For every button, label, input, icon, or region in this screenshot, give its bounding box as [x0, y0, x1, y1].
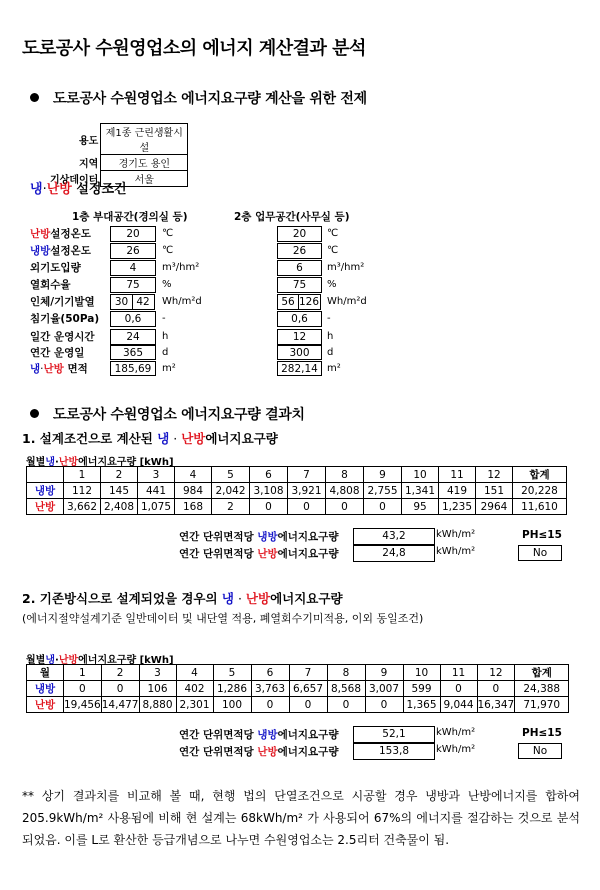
heat-word: 난방 — [181, 431, 206, 446]
month-value: 0 — [64, 681, 102, 697]
month-header: 3 — [138, 467, 175, 483]
month-value: 2 — [212, 499, 250, 515]
month-value: 1,365 — [403, 697, 440, 713]
separator: · — [40, 363, 44, 375]
cool-word: 냉 — [30, 182, 43, 197]
month-header: 11 — [439, 467, 476, 483]
month-value: 151 — [476, 483, 513, 499]
subsection2-title — [22, 589, 343, 607]
unit-floor1: m³/hm² — [162, 262, 200, 273]
month-header: 6 — [251, 665, 289, 681]
unit-floor2: h — [327, 331, 334, 342]
month-header: 12 — [477, 665, 515, 681]
month-header: 12 — [476, 467, 513, 483]
month-value: 168 — [175, 499, 212, 515]
cool-word: 냉 — [221, 591, 234, 606]
cool-demand-value: 52,1 — [353, 726, 435, 743]
month-value: 1,075 — [138, 499, 175, 515]
month-header: 7 — [289, 665, 327, 681]
row-total: 11,610 — [513, 499, 567, 515]
table-header-row — [27, 665, 569, 681]
caption-post: 에너지요구량 [kWh] — [78, 655, 174, 666]
label-text: 외기도입량 — [30, 262, 81, 274]
value-floor1: 20 — [110, 226, 156, 242]
label-colored: 난방 — [30, 228, 51, 240]
label-text: 에너지요구량 — [277, 548, 339, 560]
heat-demand-label — [179, 546, 338, 561]
month-value: 0 — [251, 697, 289, 713]
value-floor1: 0,6 — [110, 311, 156, 327]
heat-word: 난방 — [43, 363, 64, 375]
value-floor2: 0,6 — [277, 311, 322, 327]
value-floor1: 365 — [110, 345, 156, 360]
month-value: 3,763 — [251, 681, 289, 697]
unit-floor1: - — [162, 313, 166, 324]
unit-floor2: ℃ — [327, 228, 339, 239]
cool-demand-unit: kWh/m² — [436, 727, 476, 738]
param-label — [30, 243, 91, 259]
month-value: 0 — [326, 499, 364, 515]
col2-title: 2층 업무공간(사무실 등) — [234, 211, 350, 223]
label-text: 일간 운영시간 — [30, 331, 95, 343]
month-value: 2,755 — [364, 483, 402, 499]
info-label: 용도 — [78, 135, 99, 147]
cool-word: 냉 — [45, 655, 55, 666]
heat-demand-unit: kWh/m² — [436, 744, 476, 755]
month-value: 0 — [250, 499, 288, 515]
value-floor2: 12 — [277, 329, 322, 345]
month-value: 1,286 — [213, 681, 251, 697]
cool-word: 냉 — [157, 431, 170, 446]
label-text: 인체/기기발열 — [30, 296, 95, 308]
month-header: 9 — [364, 467, 402, 483]
month-value: 1,341 — [402, 483, 439, 499]
cool-demand-unit: kWh/m² — [436, 529, 476, 540]
section1-heading-text: 도로공사 수원영업소 에너지요구량 계산을 위한 전제 — [53, 91, 367, 107]
value-floor1: 185,69 — [110, 361, 156, 376]
month-value: 106 — [139, 681, 176, 697]
separator: · — [55, 457, 59, 468]
info-value: 서울 — [101, 171, 188, 187]
subsection2-note: (에너지절약설계기준 일반데이터 및 내단열 적용, 폐열회수기미적용, 이외 동일조건) — [22, 612, 424, 625]
month-header: 2 — [101, 665, 139, 681]
heat-word: 난방 — [46, 182, 72, 197]
unit-floor1: d — [162, 347, 169, 358]
heat-word: 난방 — [58, 457, 79, 468]
row-total: 20,228 — [513, 483, 567, 499]
month-value: 2,408 — [101, 499, 138, 515]
param-label — [30, 345, 84, 361]
month-value: 3,662 — [64, 499, 101, 515]
label-colored: 냉방 — [30, 245, 51, 257]
month-value: 3,108 — [250, 483, 288, 499]
label-colored: 난방 — [257, 548, 278, 560]
param-label — [30, 226, 91, 242]
value-floor2: 26 — [277, 243, 322, 259]
label-text: 연간 단위면적당 — [179, 729, 258, 741]
value-floor1: 26 — [110, 243, 156, 259]
label-colored: 냉방 — [257, 531, 278, 543]
month-value: 16,347 — [477, 698, 515, 711]
label-text: 에너지요구량 — [277, 746, 339, 758]
month-header: 4 — [175, 467, 212, 483]
month-header: 1 — [64, 665, 102, 681]
month-value: 2,042 — [212, 483, 250, 499]
month-value: 984 — [175, 483, 212, 499]
month-value: 8,880 — [139, 697, 176, 713]
unit-floor1: Wh/m²d — [162, 296, 202, 307]
col1-title: 1층 부대공간(경의실 등) — [72, 211, 188, 223]
separator: · — [169, 431, 182, 446]
month-value: 145 — [101, 483, 138, 499]
caption-pre: 월별 — [26, 457, 46, 468]
month-header: 11 — [440, 665, 477, 681]
param-label — [30, 277, 71, 293]
month-value: 95 — [402, 499, 439, 515]
month-value: 0 — [477, 681, 515, 697]
table-row — [27, 681, 569, 697]
row-total: 24,388 — [515, 681, 569, 697]
unit-floor1: ℃ — [162, 228, 174, 239]
value-floor2: 20 — [277, 226, 322, 242]
total-header: 합계 — [515, 665, 569, 681]
label-text: 침기율(50Pa) — [30, 313, 100, 325]
unit-floor2: Wh/m²d — [327, 296, 367, 307]
param-label — [30, 361, 88, 377]
label-text: 에너지요구량 — [277, 729, 339, 741]
separator: · — [233, 591, 246, 606]
param-label — [30, 329, 95, 345]
value-floor2-equipment: 126 — [298, 296, 320, 308]
month-value: 3,921 — [288, 483, 326, 499]
cool-demand-label — [179, 727, 338, 742]
month-value: 6,657 — [289, 681, 327, 697]
month-header: 9 — [365, 665, 403, 681]
label-colored: 난방 — [257, 746, 278, 758]
label-text: 설정온도 — [50, 245, 91, 257]
info-label: 기상데이터 — [50, 175, 99, 186]
row-label: 난방 — [27, 697, 64, 713]
conditions-title — [30, 178, 127, 197]
month-value: 0 — [289, 697, 327, 713]
month-header: 5 — [212, 467, 250, 483]
cool-demand-label — [179, 529, 338, 544]
section1-heading — [30, 88, 367, 108]
corner-cell: 월 — [27, 665, 64, 681]
row-label: 냉방 — [27, 681, 64, 697]
param-label — [30, 260, 81, 276]
unit-floor1: m² — [162, 363, 176, 374]
label-text: 에너지요구량 — [277, 531, 339, 543]
month-value: 8,568 — [327, 681, 365, 697]
unit-floor1: ℃ — [162, 245, 174, 256]
value-floor1: 24 — [110, 329, 156, 345]
passive-house-label: PH≤15 — [522, 529, 562, 541]
caption-pre: 월별 — [26, 655, 46, 666]
param-label — [30, 294, 95, 310]
month-value: 0 — [364, 499, 402, 515]
table-header-row — [27, 467, 567, 483]
month-value: 2964 — [476, 499, 513, 515]
label-text: 연간 운영일 — [30, 347, 85, 359]
passive-house-result: No — [518, 743, 562, 759]
table-row — [27, 697, 569, 713]
value-floor1: 75 — [110, 277, 156, 293]
label-text: 연간 단위면적당 — [179, 548, 258, 560]
month-header: 2 — [101, 467, 138, 483]
value-floor2: 282,14 — [277, 361, 322, 376]
row-label: 난방 — [27, 499, 64, 515]
bullet-icon — [30, 93, 39, 102]
heat-demand-value: 153,8 — [353, 743, 435, 760]
month-value: 402 — [176, 681, 213, 697]
conditions-title-rest: 설정조건 — [71, 182, 127, 197]
separator: · — [55, 655, 59, 666]
row-total: 71,970 — [515, 697, 569, 713]
month-value: 9,044 — [440, 697, 477, 713]
month-header: 5 — [213, 665, 251, 681]
unit-floor2: % — [327, 279, 337, 290]
month-value: 112 — [64, 483, 101, 499]
month-value: 1,235 — [439, 499, 476, 515]
month-value: 19,456 — [64, 698, 101, 711]
month-value: 4,808 — [326, 483, 364, 499]
month-header: 1 — [64, 467, 101, 483]
month-value: 0 — [288, 499, 326, 515]
unit-floor2: ℃ — [327, 245, 339, 256]
cool-word: 냉 — [30, 363, 41, 375]
value-floor1-people: 30 — [110, 294, 133, 310]
month-value: 0 — [365, 697, 403, 713]
month-value: 599 — [403, 681, 440, 697]
value-floor2-people: 56 — [277, 294, 299, 310]
month-header: 10 — [403, 665, 440, 681]
unit-floor2: - — [327, 313, 331, 324]
label-text: 연간 단위면적당 — [179, 531, 258, 543]
heat-word: 난방 — [58, 655, 79, 666]
caption-post: 에너지요구량 [kWh] — [78, 457, 174, 468]
value-floor1-equipment: 42 — [132, 294, 155, 310]
month-value: 2,301 — [176, 697, 213, 713]
row-label: 냉방 — [27, 483, 64, 499]
bullet-icon — [30, 409, 39, 418]
month-value: 100 — [213, 697, 251, 713]
info-value: 경기도 용인 — [101, 155, 188, 171]
heat-demand-label — [179, 744, 338, 759]
month-value: 419 — [439, 483, 476, 499]
sub1-post: 에너지요구량 — [205, 431, 278, 446]
passive-house-label: PH≤15 — [522, 727, 562, 739]
cool-word: 냉 — [45, 457, 55, 468]
month-value: 0 — [327, 697, 365, 713]
separator: · — [42, 182, 47, 197]
sub2-post: 에너지요구량 — [270, 591, 343, 606]
label-colored: 냉방 — [257, 729, 278, 741]
heat-word: 난방 — [245, 591, 271, 606]
corner-cell — [27, 467, 64, 483]
sub2-pre: 2. 기존방식으로 설계되었을 경우의 — [22, 591, 222, 606]
section2-heading-text: 도로공사 수원영업소 에너지요구량 결과치 — [53, 407, 305, 423]
info-label: 지역 — [78, 159, 99, 170]
monthly-demand-table-design — [26, 466, 567, 515]
month-value: 14,477 — [101, 698, 139, 711]
param-label — [30, 311, 99, 327]
info-row — [48, 155, 188, 171]
value-floor2: 75 — [277, 277, 322, 293]
label-text: 연간 단위면적당 — [179, 746, 258, 758]
month-header: 10 — [402, 467, 439, 483]
month-header: 8 — [326, 467, 364, 483]
info-row — [48, 124, 188, 155]
section2-heading — [30, 404, 305, 424]
heat-demand-unit: kWh/m² — [436, 546, 476, 557]
month-header: 7 — [288, 467, 326, 483]
unit-floor1: % — [162, 279, 172, 290]
month-header: 6 — [250, 467, 288, 483]
label-text: 열회수율 — [30, 279, 71, 291]
conclusion-note: ** 상기 결과치를 비교해 볼 때, 현행 법의 단열조건으로 시공할 경우 냉방과 난방에너지를 합하여 205.9kWh/m² 사용됨에 비해 현 설계는 68kWh/m² 가 사용되어 67%의 에너지를 절감하는 것으로 분석되었음. 이를 L로 환산한 등급개념으로 나누면 수원영업소는 2.5리터 건축물이 됨. — [22, 789, 580, 847]
total-header: 합계 — [513, 467, 567, 483]
month-value: 441 — [138, 483, 175, 499]
month-value: 0 — [440, 681, 477, 697]
unit-floor2: m² — [327, 363, 341, 374]
passive-house-result: No — [518, 545, 562, 561]
month-value: 0 — [101, 681, 139, 697]
subsection1-title — [22, 429, 278, 447]
month-value: 3,007 — [365, 681, 403, 697]
cool-demand-value: 43,2 — [353, 528, 435, 545]
unit-floor2: m³/hm² — [327, 262, 365, 273]
table-row — [27, 499, 567, 515]
sub1-pre: 1. 설계조건으로 계산된 — [22, 431, 158, 446]
unit-floor2: d — [327, 347, 334, 358]
monthly-demand-table-conventional — [26, 664, 569, 713]
heat-demand-value: 24,8 — [353, 545, 435, 562]
value-floor2: 6 — [277, 260, 322, 276]
month-header: 8 — [327, 665, 365, 681]
info-value: 제1종 근린생활시설 — [101, 124, 188, 155]
table-row — [27, 483, 567, 499]
value-floor2: 300 — [277, 345, 322, 360]
label-rest: 면적 — [63, 363, 88, 375]
value-floor1: 4 — [110, 260, 156, 276]
unit-floor1: h — [162, 331, 169, 342]
label-text: 설정온도 — [50, 228, 91, 240]
page-title: 도로공사 수원영업소의 에너지 계산결과 분석 — [22, 38, 366, 59]
month-header: 3 — [139, 665, 176, 681]
month-header: 4 — [176, 665, 213, 681]
